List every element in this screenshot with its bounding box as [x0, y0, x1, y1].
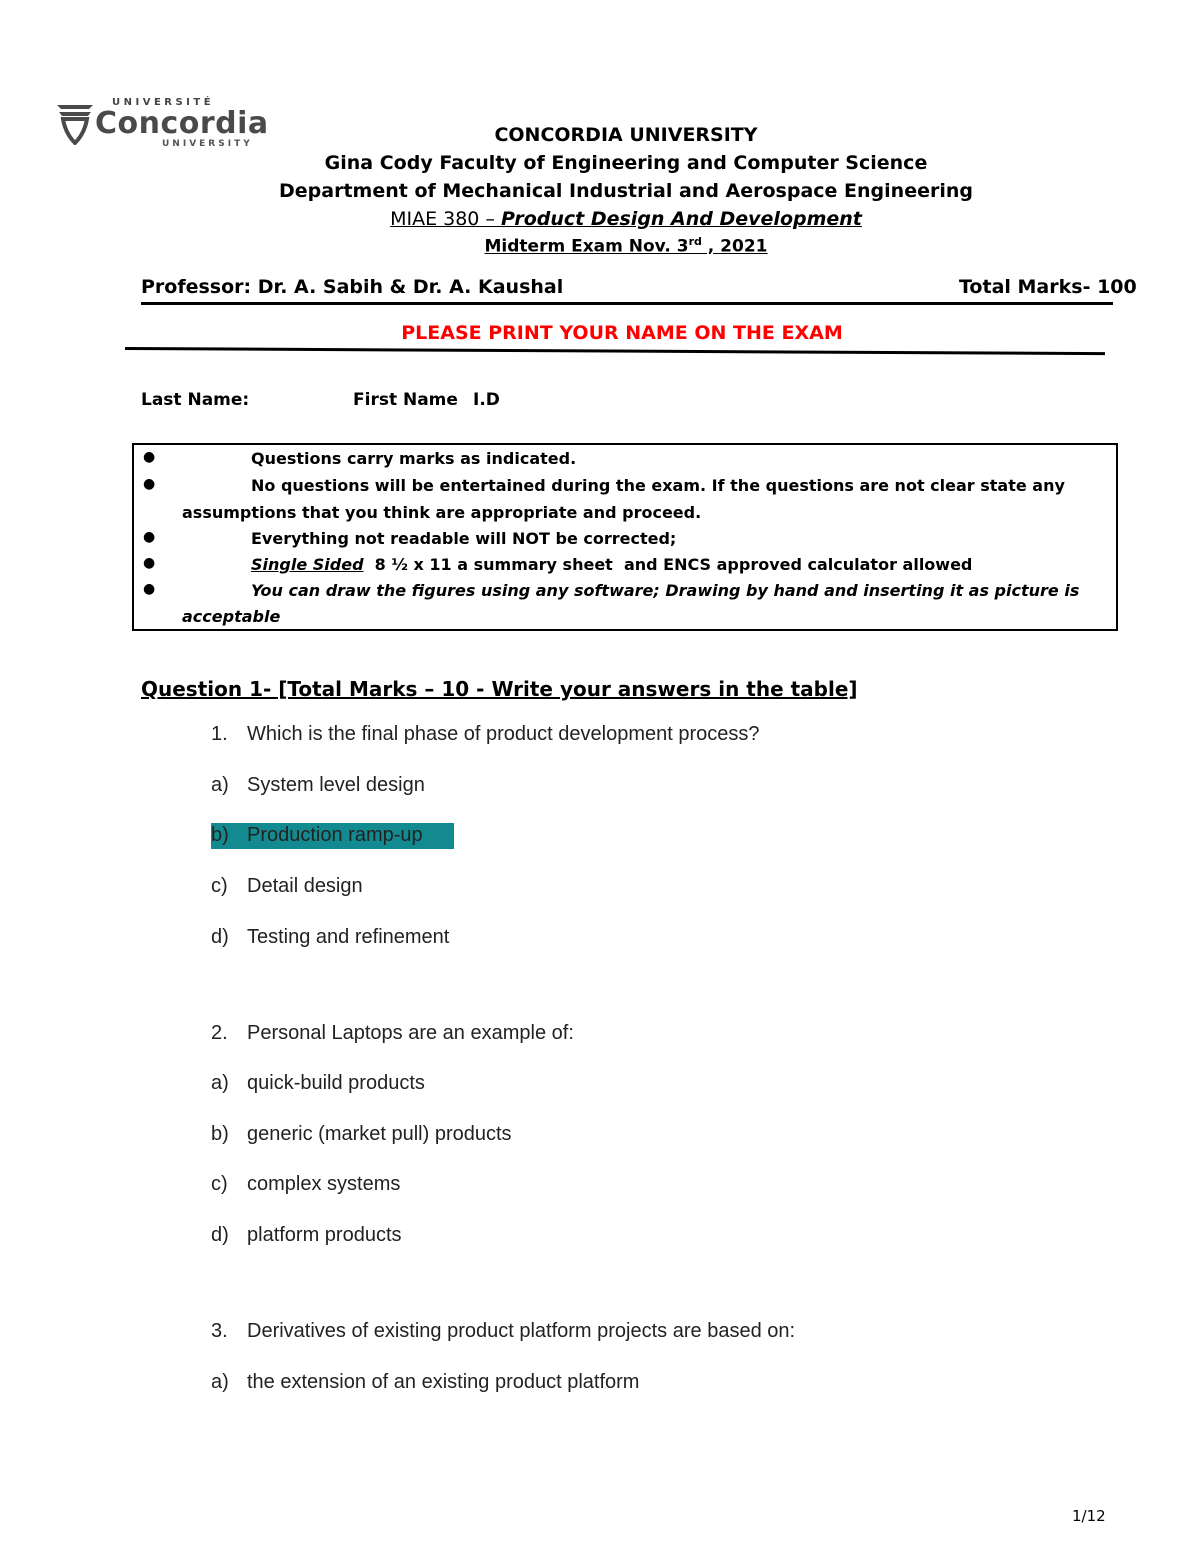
exam-rules-box — [132, 443, 1118, 631]
rule-emphasis: Single Sided — [251, 555, 364, 574]
header-divider — [141, 302, 1113, 305]
option-text: complex systems — [247, 1173, 401, 1195]
exam-date — [0, 235, 1200, 257]
question-text: Derivatives of existing product platform projects are based on: — [247, 1320, 796, 1342]
course-title — [0, 208, 1200, 230]
option-label: c) — [211, 1173, 228, 1195]
bullet-icon: ● — [143, 476, 156, 492]
question-text: Personal Laptops are an example of: — [247, 1022, 574, 1044]
option-text: the extension of an existing product platform — [247, 1371, 640, 1393]
option-text: Detail design — [247, 875, 363, 897]
total-marks: Total Marks- 100 — [959, 276, 1137, 298]
logo-top-text: UNIVERSITÉ — [112, 97, 215, 108]
bullet-icon: ● — [143, 581, 156, 597]
question-text: Which is the final phase of product development process? — [247, 723, 760, 745]
print-name-notice: PLEASE PRINT YOUR NAME ON THE EXAM — [401, 322, 843, 344]
bullet-icon: ● — [143, 555, 156, 571]
rule-text: No questions will be entertained during the exam. If the questions are not clear state any — [251, 476, 1065, 495]
option-label: a) — [211, 1072, 229, 1094]
notice-divider — [125, 347, 1105, 355]
rule-text — [251, 555, 972, 574]
option-label: d) — [211, 1224, 229, 1246]
rule-rest: 8 ½ x 11 a summary sheet and ENCS approved calculator allowed — [363, 555, 973, 574]
university-title: CONCORDIA UNIVERSITY — [494, 124, 758, 146]
professor-line: Professor: Dr. A. Sabih & Dr. A. Kaushal — [141, 276, 564, 298]
option-text: Production ramp-up — [247, 824, 423, 846]
bullet-icon: ● — [143, 449, 156, 465]
rule-text: assumptions that you think are appropriate and proceed. — [182, 503, 702, 522]
last-name-label: Last Name: — [141, 390, 250, 410]
page-number: 1/12 — [1072, 1507, 1106, 1525]
option-label: a) — [211, 1371, 229, 1393]
course-name: Product Design And Development — [500, 208, 862, 230]
rule-text: Everything not readable will NOT be corrected; — [251, 529, 677, 548]
exam-date-sup: rd — [688, 235, 702, 248]
exam-date-suffix: , 2021 — [701, 236, 768, 257]
option-label: b) — [211, 1123, 229, 1145]
logo-bottom-text: UNIVERSITY — [162, 139, 253, 149]
question-1-title: Question 1- [Total Marks – 10 - Write your answers in the table] — [141, 677, 858, 701]
bullet-icon: ● — [143, 529, 156, 545]
option-text: generic (market pull) products — [247, 1123, 512, 1145]
first-name-label: First Name — [353, 390, 458, 410]
question-number: 3. — [211, 1320, 228, 1342]
option-label: a) — [211, 774, 229, 796]
option-text: System level design — [247, 774, 425, 796]
option-label: b) — [211, 824, 229, 846]
faculty-title: Gina Cody Faculty of Engineering and Computer Science — [324, 152, 928, 174]
exam-date-prefix: Midterm Exam Nov. 3 — [484, 236, 689, 257]
rule-text: acceptable — [182, 607, 281, 626]
course-code: MIAE 380 – — [390, 208, 501, 230]
id-label: I.D — [473, 390, 500, 410]
option-text: Testing and refinement — [247, 926, 450, 948]
department-title: Department of Mechanical Industrial and Aerospace Engineering — [279, 180, 973, 202]
option-text: quick-build products — [247, 1072, 425, 1094]
question-number: 1. — [211, 723, 228, 745]
rule-text: You can draw the figures using any software; Drawing by hand and inserting it as picture is — [251, 581, 1080, 600]
option-label: c) — [211, 875, 228, 897]
rule-text: Questions carry marks as indicated. — [251, 449, 577, 468]
logo-main-text: Concordia — [95, 106, 269, 141]
option-label: d) — [211, 926, 229, 948]
option-text: platform products — [247, 1224, 402, 1246]
question-number: 2. — [211, 1022, 228, 1044]
